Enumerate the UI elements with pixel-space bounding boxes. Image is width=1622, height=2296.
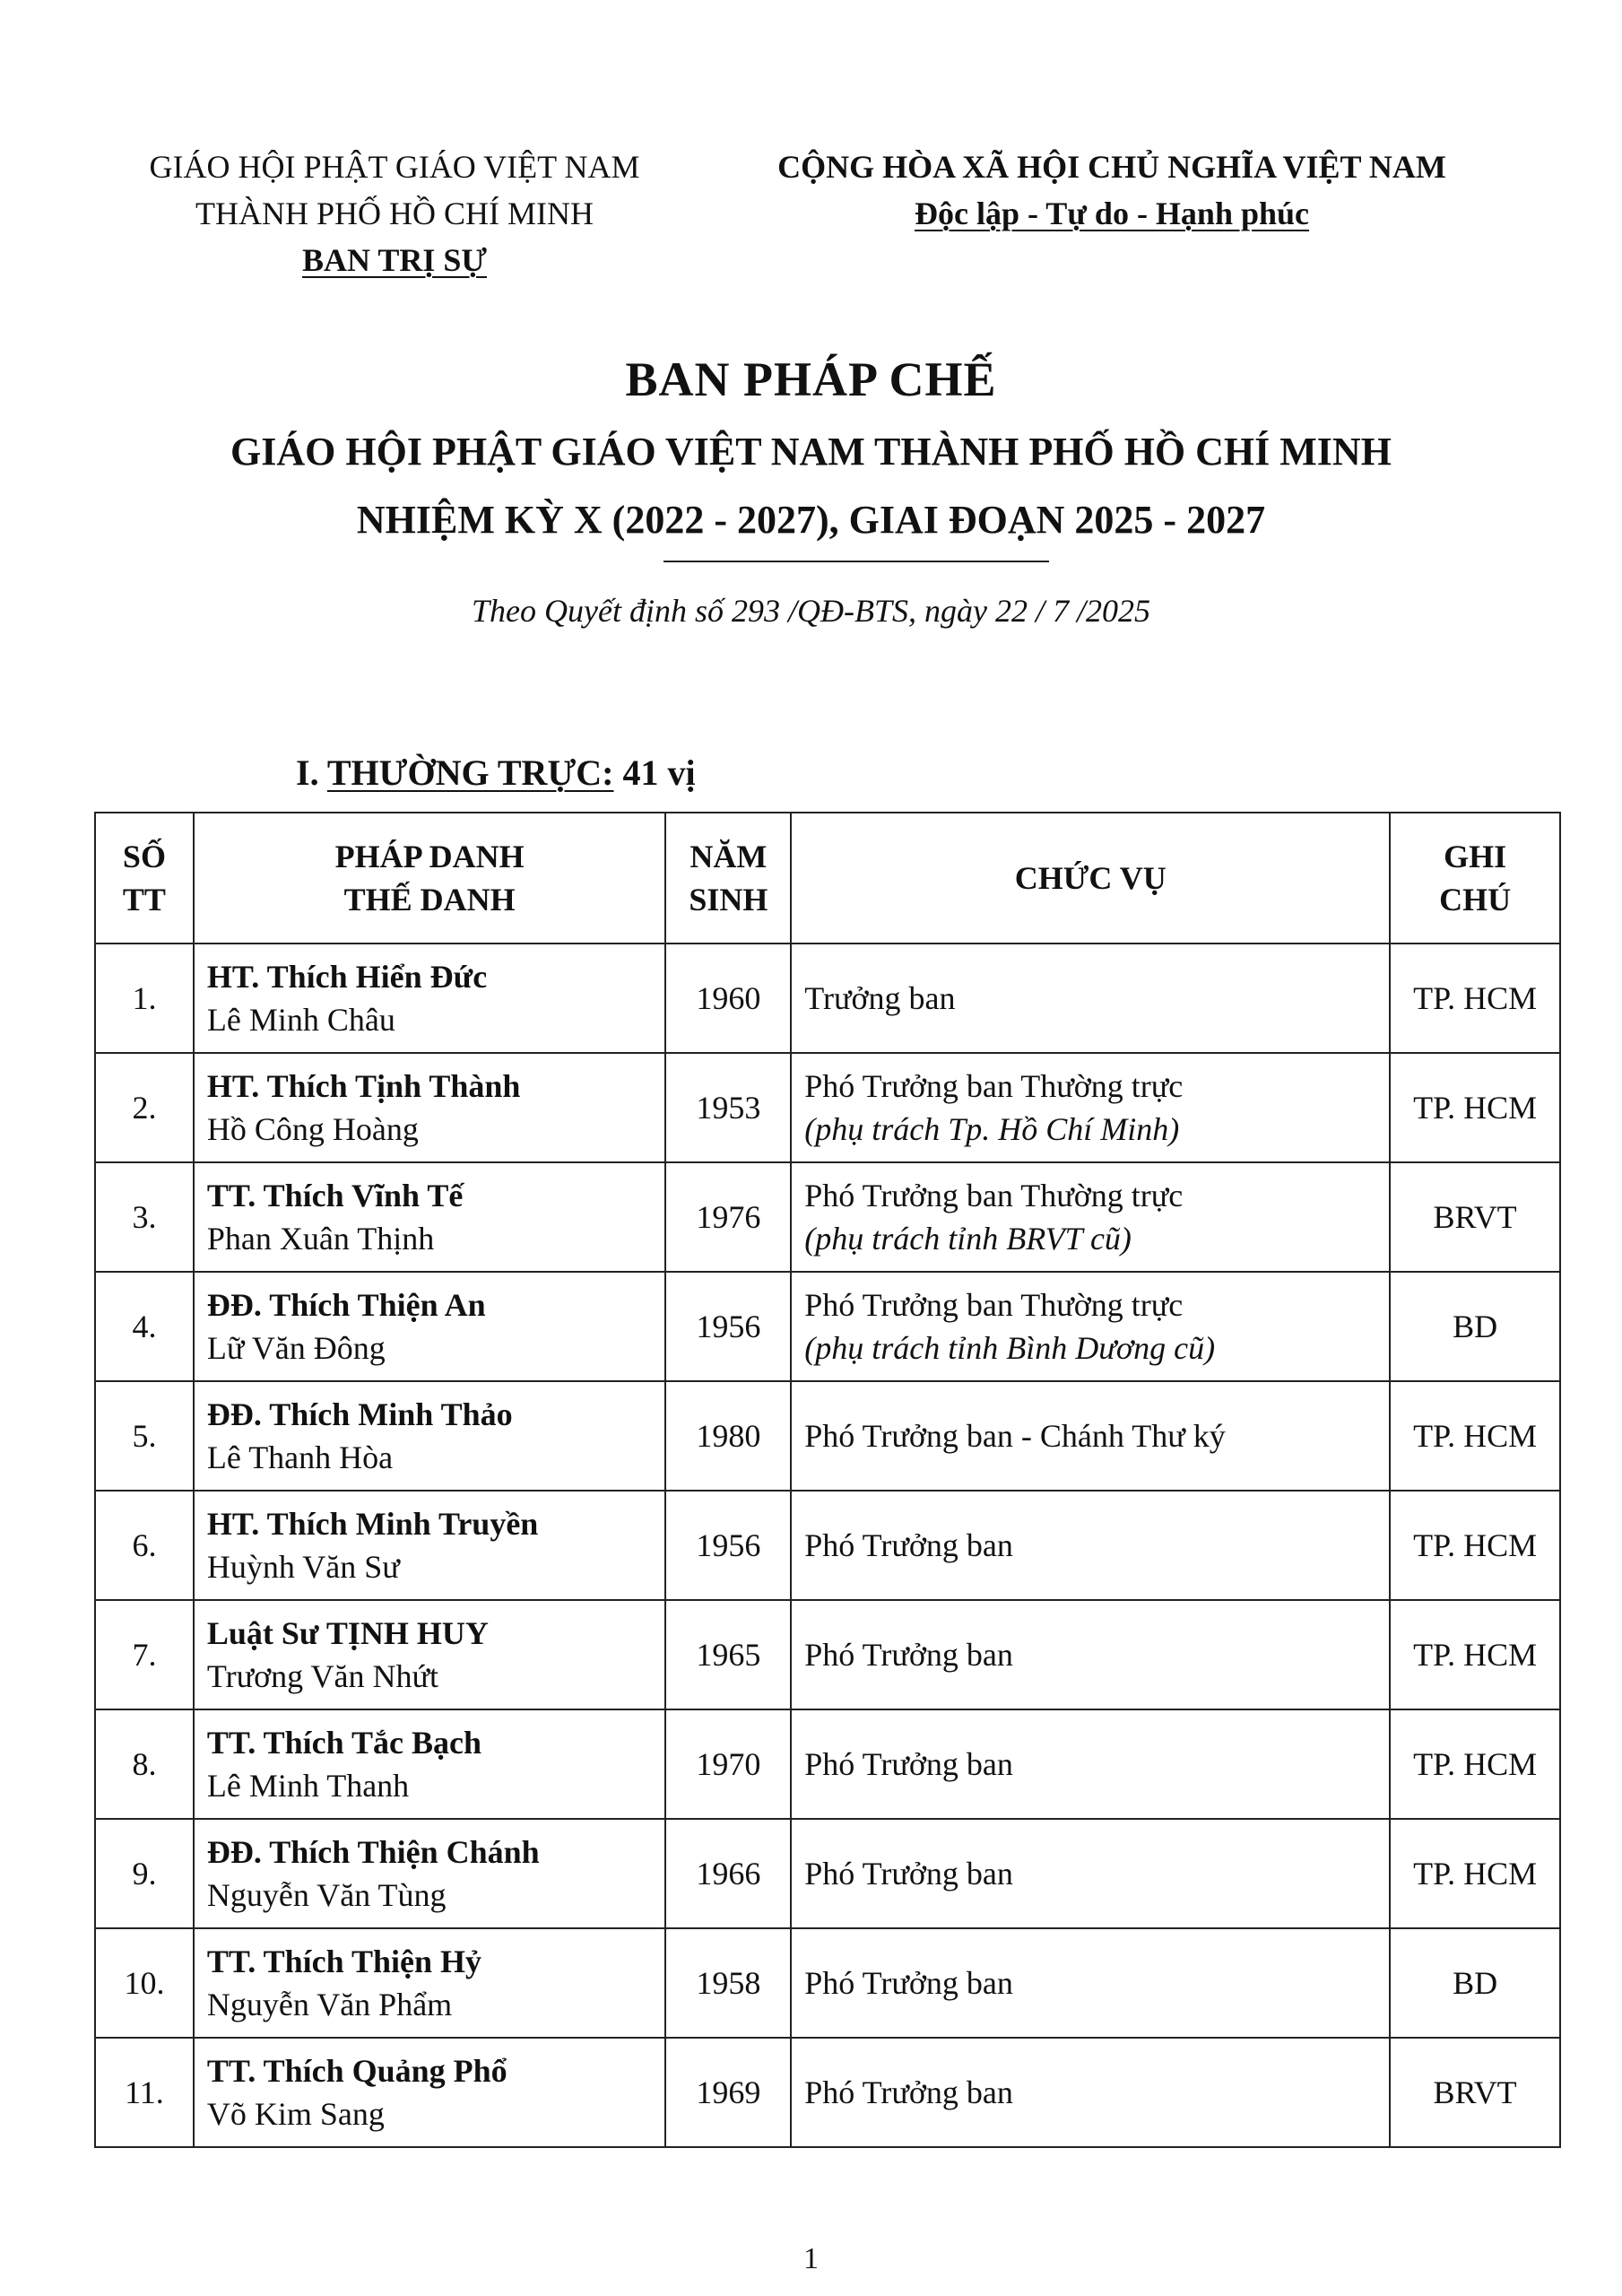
member-name-cell bbox=[194, 1819, 666, 1928]
table-row bbox=[95, 1709, 1560, 1819]
member-name-cell bbox=[194, 1709, 666, 1819]
page-number: 1 bbox=[803, 2242, 819, 2275]
table-header-row bbox=[95, 813, 1560, 944]
table-row bbox=[95, 1272, 1560, 1381]
row-number: 1. bbox=[95, 944, 194, 1053]
national-header bbox=[753, 144, 1470, 237]
dharma-name: HT. Thích Hiển Đức bbox=[206, 959, 488, 995]
issuer-line-2: THÀNH PHỐ HỒ CHÍ MINH bbox=[195, 196, 594, 231]
birth-year: 1966 bbox=[665, 1819, 791, 1928]
lay-name: Nguyễn Văn Phẩm bbox=[206, 1987, 453, 2022]
role-title: Phó Trưởng ban bbox=[804, 1746, 1013, 1782]
birth-year: 1958 bbox=[665, 1928, 791, 2038]
header-year: NĂM SINH bbox=[665, 813, 791, 944]
role-cell bbox=[791, 1709, 1390, 1819]
role-title: Trưởng ban bbox=[804, 980, 956, 1016]
lay-name: Lê Minh Thanh bbox=[206, 1768, 410, 1804]
header-note: GHI CHÚ bbox=[1390, 813, 1560, 944]
note-cell: BD bbox=[1390, 1928, 1560, 2038]
note-cell: TP. HCM bbox=[1390, 944, 1560, 1053]
header-stt: SỐ TT bbox=[95, 813, 194, 944]
document-title: BAN PHÁP CHẾ bbox=[625, 352, 997, 406]
birth-year: 1976 bbox=[665, 1162, 791, 1272]
role-title: Phó Trưởng ban Thường trực bbox=[804, 1287, 1184, 1323]
role-title: Phó Trưởng ban Thường trực bbox=[804, 1178, 1184, 1213]
table-row bbox=[95, 1819, 1560, 1928]
lay-name: Võ Kim Sang bbox=[206, 2096, 385, 2132]
lay-name: Phan Xuân Thịnh bbox=[206, 1221, 435, 1257]
row-number: 11. bbox=[95, 2038, 194, 2147]
dharma-name: TT. Thích Quảng Phổ bbox=[206, 2053, 507, 2089]
birth-year: 1956 bbox=[665, 1491, 791, 1600]
title-divider bbox=[664, 561, 1049, 562]
member-name-cell bbox=[194, 1162, 666, 1272]
lay-name: Hồ Công Hoàng bbox=[206, 1111, 419, 1147]
table-row bbox=[95, 1600, 1560, 1709]
birth-year: 1960 bbox=[665, 944, 791, 1053]
table-row bbox=[95, 2038, 1560, 2147]
dharma-name: HT. Thích Tịnh Thành bbox=[206, 1068, 521, 1104]
note-cell: TP. HCM bbox=[1390, 1053, 1560, 1162]
role-cell bbox=[791, 1381, 1390, 1491]
role-title: Phó Trưởng ban bbox=[804, 1965, 1013, 2001]
dharma-name: TT. Thích Vĩnh Tế bbox=[206, 1178, 464, 1213]
birth-year: 1965 bbox=[665, 1600, 791, 1709]
member-name-cell bbox=[194, 1272, 666, 1381]
birth-year: 1980 bbox=[665, 1381, 791, 1491]
national-motto: Độc lập - Tự do - Hạnh phúc bbox=[914, 196, 1310, 231]
role-title: Phó Trưởng ban bbox=[804, 2074, 1013, 2110]
section-label: THƯỜNG TRỰC: bbox=[326, 752, 614, 793]
role-cell bbox=[791, 1491, 1390, 1600]
role-cell bbox=[791, 944, 1390, 1053]
row-number: 7. bbox=[95, 1600, 194, 1709]
role-cell bbox=[791, 1600, 1390, 1709]
row-number: 2. bbox=[95, 1053, 194, 1162]
birth-year: 1969 bbox=[665, 2038, 791, 2147]
role-title: Phó Trưởng ban bbox=[804, 1637, 1013, 1673]
table-row bbox=[95, 1381, 1560, 1491]
role-cell bbox=[791, 1819, 1390, 1928]
note-cell: TP. HCM bbox=[1390, 1491, 1560, 1600]
role-cell bbox=[791, 1272, 1390, 1381]
member-name-cell bbox=[194, 1928, 666, 2038]
note-cell: TP. HCM bbox=[1390, 1600, 1560, 1709]
role-cell bbox=[791, 2038, 1390, 2147]
section-prefix: I. bbox=[296, 752, 319, 793]
document-term: NHIỆM KỲ X (2022 - 2027), GIAI ĐOẠN 2025 - 2027 bbox=[356, 498, 1266, 542]
row-number: 8. bbox=[95, 1709, 194, 1819]
note-cell: TP. HCM bbox=[1390, 1709, 1560, 1819]
lay-name: Nguyễn Văn Tùng bbox=[206, 1877, 447, 1913]
member-name-cell bbox=[194, 1053, 666, 1162]
row-number: 6. bbox=[95, 1491, 194, 1600]
role-title: Phó Trưởng ban bbox=[804, 1856, 1013, 1892]
birth-year: 1956 bbox=[665, 1272, 791, 1381]
role-cell bbox=[791, 1928, 1390, 2038]
role-title: Phó Trưởng ban bbox=[804, 1527, 1013, 1563]
header-role: CHỨC VỤ bbox=[791, 813, 1390, 944]
national-title: CỘNG HÒA XÃ HỘI CHỦ NGHĨA VIỆT NAM bbox=[777, 149, 1446, 185]
issuer-line-1: GIÁO HỘI PHẬT GIÁO VIỆT NAM bbox=[149, 149, 640, 185]
table-row bbox=[95, 1162, 1560, 1272]
member-name-cell bbox=[194, 944, 666, 1053]
birth-year: 1970 bbox=[665, 1709, 791, 1819]
dharma-name: TT. Thích Tắc Bạch bbox=[206, 1725, 481, 1761]
note-cell: TP. HCM bbox=[1390, 1381, 1560, 1491]
dharma-name: TT. Thích Thiện Hỷ bbox=[206, 1944, 481, 1979]
note-cell: BRVT bbox=[1390, 1162, 1560, 1272]
issuer-header bbox=[126, 144, 664, 283]
section-count: 41 vị bbox=[622, 752, 696, 793]
lay-name: Huỳnh Văn Sư bbox=[206, 1549, 400, 1585]
row-number: 4. bbox=[95, 1272, 194, 1381]
role-cell bbox=[791, 1162, 1390, 1272]
row-number: 9. bbox=[95, 1819, 194, 1928]
members-table bbox=[94, 812, 1561, 2148]
note-cell: BRVT bbox=[1390, 2038, 1560, 2147]
decision-reference: Theo Quyết định số 293 /QĐ-BTS, ngày 22 / 7 /2025 bbox=[472, 593, 1150, 629]
role-cell bbox=[791, 1053, 1390, 1162]
role-title: Phó Trưởng ban - Chánh Thư ký bbox=[804, 1418, 1226, 1454]
header-name: PHÁP DANH THẾ DANH bbox=[194, 813, 666, 944]
member-name-cell bbox=[194, 2038, 666, 2147]
role-title: Phó Trưởng ban Thường trực bbox=[804, 1068, 1184, 1104]
dharma-name: HT. Thích Minh Truyền bbox=[206, 1506, 539, 1542]
note-cell: BD bbox=[1390, 1272, 1560, 1381]
row-number: 5. bbox=[95, 1381, 194, 1491]
document-subtitle: GIÁO HỘI PHẬT GIÁO VIỆT NAM THÀNH PHỐ HỒ CHÍ MINH bbox=[230, 430, 1392, 474]
table-row bbox=[95, 944, 1560, 1053]
role-note: (phụ trách tỉnh BRVT cũ) bbox=[804, 1221, 1132, 1257]
dharma-name: ĐĐ. Thích Minh Thảo bbox=[206, 1396, 513, 1432]
table-row bbox=[95, 1053, 1560, 1162]
member-name-cell bbox=[194, 1381, 666, 1491]
table-row bbox=[95, 1491, 1560, 1600]
lay-name: Lê Thanh Hòa bbox=[206, 1439, 394, 1475]
row-number: 10. bbox=[95, 1928, 194, 2038]
note-cell: TP. HCM bbox=[1390, 1819, 1560, 1928]
row-number: 3. bbox=[95, 1162, 194, 1272]
birth-year: 1953 bbox=[665, 1053, 791, 1162]
lay-name: Trương Văn Nhứt bbox=[206, 1658, 438, 1694]
lay-name: Lê Minh Châu bbox=[206, 1002, 395, 1038]
dharma-name: ĐĐ. Thích Thiện An bbox=[206, 1287, 486, 1323]
dharma-name: ĐĐ. Thích Thiện Chánh bbox=[206, 1834, 540, 1870]
issuer-line-3: BAN TRỊ SỰ bbox=[301, 242, 488, 278]
section-heading bbox=[296, 752, 696, 794]
role-note: (phụ trách tỉnh Bình Dương cũ) bbox=[804, 1330, 1216, 1366]
lay-name: Lữ Văn Đông bbox=[206, 1330, 386, 1366]
table-row bbox=[95, 1928, 1560, 2038]
dharma-name: Luật Sư TỊNH HUY bbox=[206, 1615, 489, 1651]
role-note: (phụ trách Tp. Hồ Chí Minh) bbox=[804, 1111, 1180, 1147]
member-name-cell bbox=[194, 1491, 666, 1600]
member-name-cell bbox=[194, 1600, 666, 1709]
